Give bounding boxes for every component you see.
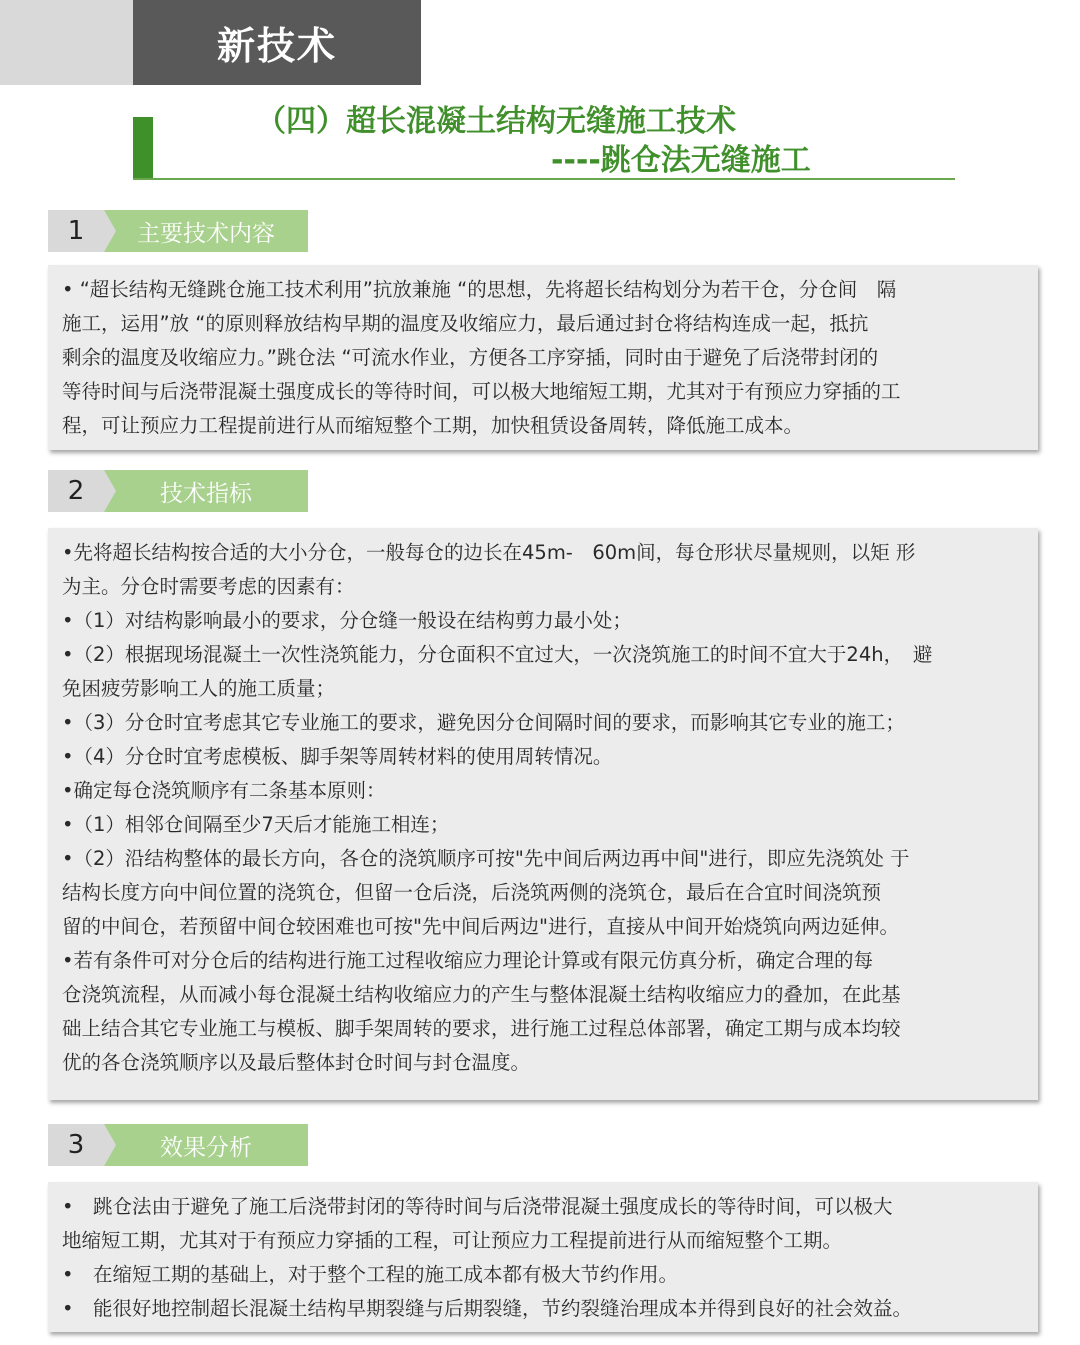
section-2-line: •（4）分仓时宜考虑模板、脚手架等周转材料的使用周转情况。 bbox=[62, 745, 613, 768]
section-2-line: 留的中间仓，若预留中间仓较困难也可按"先中间后两边"进行，直接从中间开始烧筑向两边延伸。 bbox=[62, 915, 899, 938]
section-2-line: 为主。分仓时需要考虑的因素有： bbox=[62, 575, 355, 598]
section-3-number: 3 bbox=[48, 1124, 104, 1166]
section-2-line: 础上结合其它专业施工与模板、脚手架周转的要求，进行施工过程总体部署，确定工期与成本均较 bbox=[62, 1017, 901, 1040]
section-3-line: • 跳仓法由于避免了施工后浇带封闭的等待时间与后浇带混凝土强度成长的等待时间，可以极大 bbox=[62, 1195, 893, 1218]
section-2-line: 结构长度方向中间位置的浇筑仓，但留一仓后浇，后浇筑两侧的浇筑仓，最后在合宜时间浇筑预 bbox=[62, 881, 882, 904]
section-3-line: • 能很好地控制超长混凝土结构早期裂缝与后期裂缝，节约裂缝治理成本并得到良好的社会效益。 bbox=[62, 1297, 913, 1320]
section-1-header bbox=[48, 210, 308, 252]
section-2-line: •（3）分仓时宜考虑其它专业施工的要求，避免因分仓间隔时间的要求，而影响其它专业的施工； bbox=[62, 711, 905, 734]
title-underline bbox=[133, 178, 955, 180]
section-2-line: •（2）沿结构整体的最长方向，各仓的浇筑顺序可按"先中间后两边再中间"进行，即应先浇筑处 于 bbox=[62, 847, 910, 870]
section-2-label: 技术指标 bbox=[104, 470, 308, 512]
section-2-line: •确定每仓浇筑顺序有二条基本原则： bbox=[62, 779, 386, 802]
section-3-label: 效果分析 bbox=[104, 1124, 308, 1166]
page-subtitle: ----跳仓法无缝施工 bbox=[551, 143, 811, 178]
section-2-number: 2 bbox=[48, 470, 104, 512]
section-3-line: 地缩短工期，尤其对于有预应力穿插的工程，可让预应力工程提前进行从而缩短整个工期。 bbox=[62, 1229, 843, 1252]
section-1-number: 1 bbox=[48, 210, 104, 252]
section-3-header bbox=[48, 1124, 308, 1166]
header-tag-box bbox=[133, 0, 421, 85]
section-1-line: 施工，运用”放 “的原则释放结构早期的温度及收缩应力，最后通过封仓将结构连成一起，抵抗 bbox=[62, 312, 869, 335]
section-2-line: 免困疲劳影响工人的施工质量； bbox=[62, 677, 336, 700]
header-tag-text: 新技术 bbox=[216, 24, 337, 68]
section-2-line: 仓浇筑流程，从而减小每仓混凝土结构收缩应力的产生与整体混凝土结构收缩应力的叠加，在此基 bbox=[62, 983, 901, 1006]
title-accent-bar bbox=[133, 117, 153, 179]
section-1-content-box bbox=[48, 265, 1038, 450]
section-2-content-box bbox=[48, 528, 1038, 1100]
section-2-line: •先将超长结构按合适的大小分仓，一般每仓的边长在45m- 60m间，每仓形状尽量规则，以矩 形 bbox=[62, 541, 916, 564]
header-gray-block bbox=[0, 0, 133, 85]
section-1-line: 剩余的温度及收缩应力。”跳仓法 “可流水作业，方便各工序穿插，同时由于避免了后浇带封闭的 bbox=[62, 346, 879, 369]
section-1-line: 等待时间与后浇带混凝土强度成长的等待时间，可以极大地缩短工期，尤其对于有预应力穿插的工 bbox=[62, 380, 901, 403]
section-1-line: • “超长结构无缝跳仓施工技术利用”抗放兼施 “的思想，先将超长结构划分为若干仓，分仓间 隔 bbox=[62, 278, 897, 301]
section-2-header bbox=[48, 470, 308, 512]
section-2-line: •（1）对结构影响最小的要求，分仓缝一般设在结构剪力最小处； bbox=[62, 609, 632, 632]
section-3-line: • 在缩短工期的基础上，对于整个工程的施工成本都有极大节约作用。 bbox=[62, 1263, 679, 1286]
section-1-label: 主要技术内容 bbox=[104, 210, 308, 252]
section-2-line: 优的各仓浇筑顺序以及最后整体封仓时间与封仓温度。 bbox=[62, 1051, 531, 1074]
section-2-line: •（2）根据现场混凝土一次性浇筑能力，分仓面积不宜过大，一次浇筑施工的时间不宜大于24h， 避 bbox=[62, 643, 933, 666]
section-1-line: 程，可让预应力工程提前进行从而缩短整个工期，加快租赁设备周转，降低施工成本。 bbox=[62, 414, 804, 437]
section-2-line: •（1）相邻仓间隔至少7天后才能施工相连； bbox=[62, 813, 450, 836]
section-2-line: •若有条件可对分仓后的结构进行施工过程收缩应力理论计算或有限元仿真分析，确定合理的每 bbox=[62, 949, 874, 972]
section-3-content-box bbox=[48, 1182, 1038, 1332]
page-title: （四）超长混凝土结构无缝施工技术 bbox=[256, 104, 736, 139]
